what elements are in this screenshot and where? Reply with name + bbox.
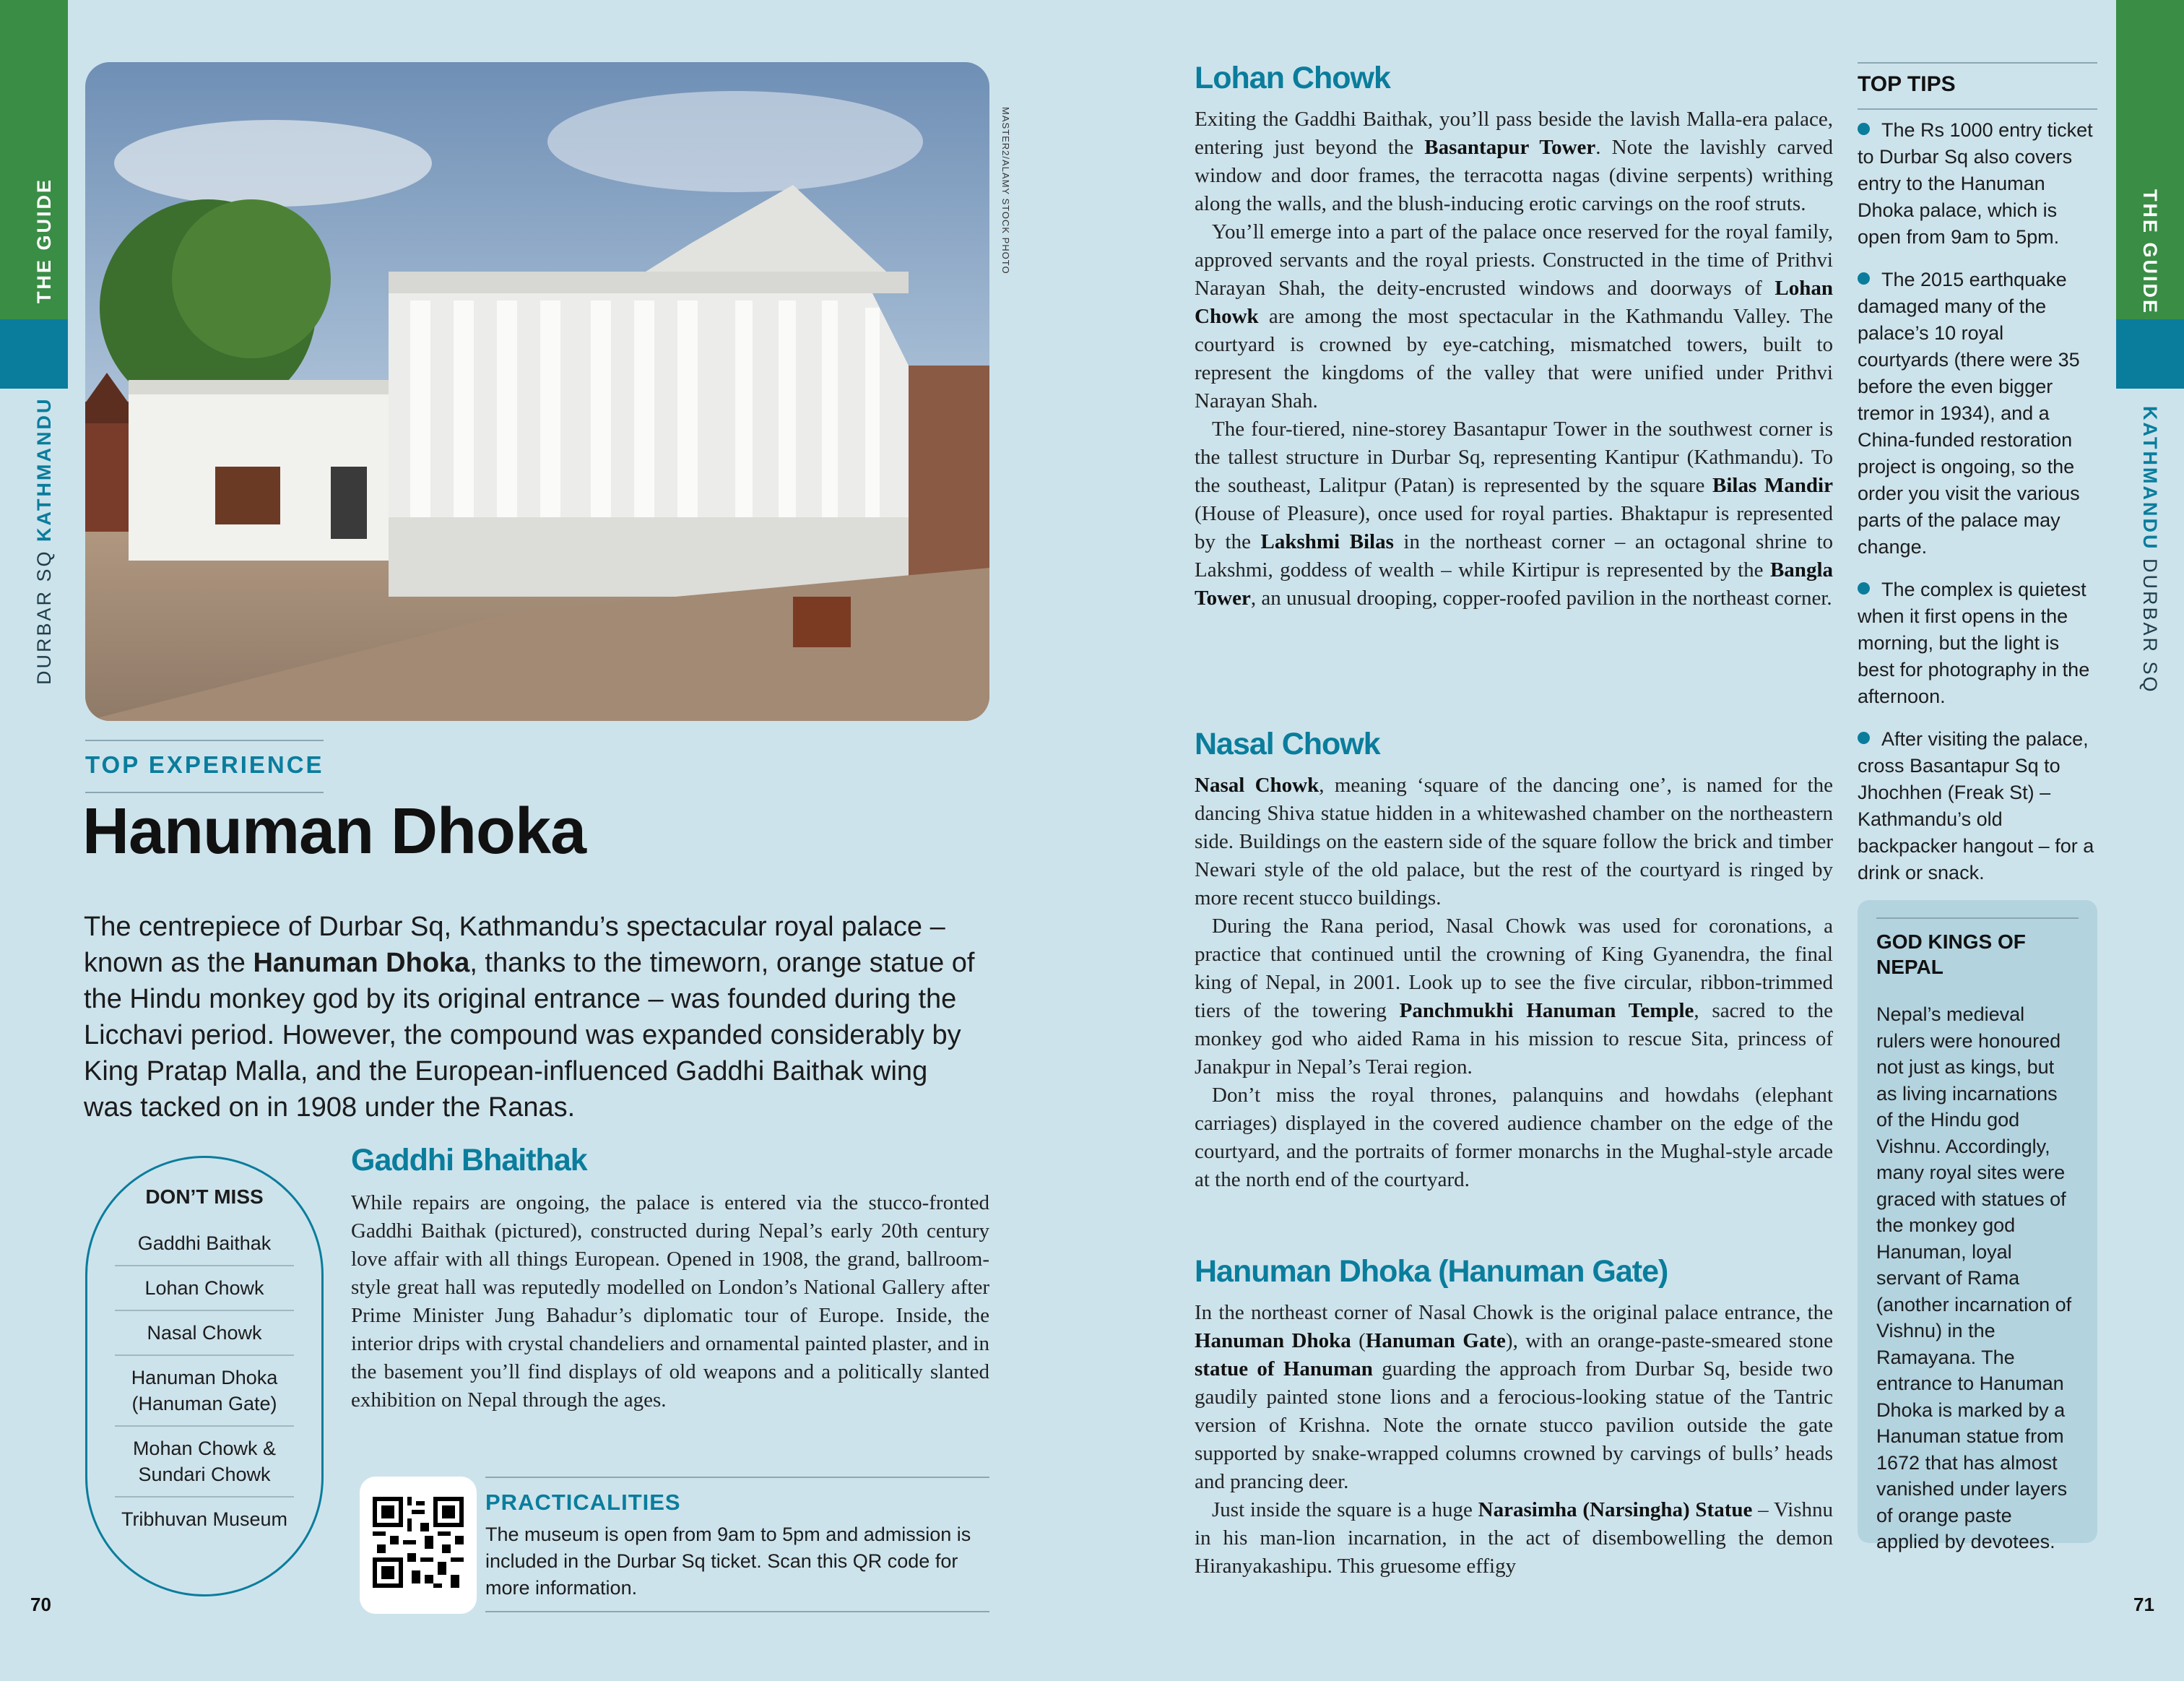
dont-miss-list — [115, 1222, 294, 1541]
top-experience-label: TOP EXPERIENCE — [85, 751, 324, 778]
right-guide-label: THE GUIDE — [2139, 189, 2161, 316]
qr-code[interactable] — [360, 1477, 477, 1614]
list-item: After visiting the palace, cross Basantapur Sq to Jhochhen (Freak St) – Kathmandu’s old backpacker hangout – for a drink or snack. — [1858, 728, 2094, 883]
intro-paragraph: The centrepiece of Durbar Sq, Kathmandu’s spectacular royal palace – known as the Hanuman Dhoka, thanks to the timeworn, orange statue of the Hindu monkey god by its original entrance – was founded during the Licchavi period. However, the compound was expanded considerably by King Pratap Malla, and the European-influenced Gaddhi Baithak wing was tacked on in 1908 under the Ranas. — [84, 912, 975, 1123]
lohan-body: Exiting the Gaddhi Baithak, you’ll pass beside the lavish Malla-era palace, entering just beyond the Basantapur Tower. Note the lavishly carved window and door frames, the terracotta nagas (divine serpents) writhing along the walls, and the blush-inducing erotic carvings on the roof struts. You’ll emerge into a part of the palace once reserved for the royal family, approved servants and the royal priests. Constructed in the time of Prithvi Narayan Shah, the deity-encrusted windows and doorways of Lohan Chowk are among the most spectacular in the Kathmandu Valley. The courtyard is crowned by eye-catching, mismatched towers, built to represent the kingdoms of the valley that were unified under Prithvi Narayan Shah. The four-tiered, nine-storey Basantapur Tower in the southwest corner is the tallest structure in Durbar Sq, representing Kantipur (Kathmandu). To the southeast, Lalitpur (Patan) is represented by the square Bilas Mandir (House of Pleasure), once used for royal parties. Bhaktapur is represented by the Lakshmi Bilas in the northeast corner – an octagonal shrine to Lakshmi, goddess of wealth – while Kirtipur is represented by the Bangla Tower, an unusual drooping, copper-roofed pavilion in the northeast corner. — [1195, 108, 1834, 610]
god-kings-title: GOD KINGS OF NEPAL — [1876, 930, 2026, 978]
tips-rule-top — [1858, 62, 2097, 64]
right-side-tab — [2116, 0, 2184, 1681]
right-section-tab[interactable] — [2116, 319, 2184, 389]
practicalities-rule-top — [485, 1477, 989, 1478]
list-item: Gaddhi Baithak — [137, 1232, 272, 1254]
dont-miss-title: DON’T MISS — [145, 1185, 264, 1208]
nasal-heading: Nasal Chowk — [1195, 727, 1380, 761]
nasal-body: Nasal Chowk, meaning ‘square of the dancing one’, is named for the dancing Shiva statue hidden in a whitewashed chamber on the northeastern side. Buildings on the eastern side of the square follow the brick and timber Newari style of the old palace, but the rest of the courtyard is ringed by more recent stucco buildings. During the Rana period, Nasal Chowk was used for coronations, a practice that continued until the crowning of King Gyanendra, the final king of Nepal, in 2001. Look up to see the five circular, ribbon-trimmed tiers of the towering Panchmukhi Hanuman Temple, sacred to the monkey god who aided Rama in his mission to rescue Sita, princess of Janakpur in Nepal’s Terai region. Don’t miss the royal thrones, palanquins and howdahs (elephant carriages) displayed in the covered audience chamber on the edge of the courtyard, and the portraits of former monarchs in the Mughal-style arcade at the north end of the courtyard. — [1195, 774, 1833, 1191]
god-kings-text: Nepal’s medieval rulers were honoured not just as kings, but as living incarnations of the Hindu god Vishnu. Accordingly, many royal sites were graced with statues of the monkey god Hanuman, loyal servant of Rama (another incarnation of Vishnu) in the Ramayana. The entrance to Hanuman Dhoka is marked by a Hanuman statue from 1672 that has almost vanished under layers of orange paste applied by devotees. — [1876, 1003, 2072, 1552]
gate-body: In the northeast corner of Nasal Chowk is the original palace entrance, the Hanuman Dhoka (Hanuman Gate), with an orange-paste-smeared stone statue of Hanuman guarding the approach from Durbar Sq, beside two gaudily painted stone lions and a ferocious-looking statue of the Tantric version of Krishna. Note the ornate stucco pavilion outside the gate supported by snake-wrapped columns crowned by carvings of bulls’ heads and prancing deer. Just inside the square is a huge Narasimha (Narsingha) Statue – Vishnu in his man-lion incarnation, in the act of disembowelling the demon Hiranyakashipu. This gruesome effigy — [1195, 1301, 1834, 1578]
kicker-rule-top — [85, 740, 324, 741]
bullet-icon — [1858, 272, 1870, 285]
photo-credit: MASTER2/ALAMY STOCK PHOTO — [1000, 107, 1011, 275]
bullet-icon — [1858, 582, 1870, 595]
list-item: Mohan Chowk & Sundari Chowk — [115, 1425, 294, 1496]
top-tips-list — [1858, 117, 2096, 902]
top-tips-title: TOP TIPS — [1858, 72, 1956, 96]
god-kings-box — [1858, 900, 2097, 1552]
gaddhi-body: While repairs are ongoing, the palace is entered via the stucco-fronted Gaddhi Baithak (pictured), constructed during Nepal’s early 20th century love affair with all things European. Opened in 1908, the grand, ballroom-style great hall was reputedly modelled on London’s National Gallery after Prime Minister Jung Bahadur’s diplomatic tour of Europe. Inside, the interior drips with crystal chandeliers and ornamental painted plaster, and in the basement you’ll find displays of old weapons and a politically slanted exhibition on Nepal through the ages. — [351, 1191, 989, 1412]
kicker-rule-bottom — [85, 792, 324, 793]
list-item: Hanuman Dhoka (Hanuman Gate) — [115, 1354, 294, 1425]
left-section-label: DURBAR SQ KATHMANDU — [33, 397, 55, 685]
list-item: The complex is quietest when it first opens in the morning, but the light is best for photography in the afternoon. — [1858, 579, 2090, 707]
qr-code-icon — [373, 1497, 464, 1588]
practicalities-rule-bottom — [485, 1611, 989, 1612]
list-item: The 2015 earthquake damaged many of the palace’s 10 royal courtyards (there were 35 before the even bigger tremor in 1934), and a China-funded restoration project is ongoing, so the order you visit the various parts of the palace may change. — [1858, 269, 2080, 558]
right-section-label: KATHMANDU DURBAR SQ — [2139, 406, 2161, 694]
left-section-tab[interactable] — [0, 319, 68, 389]
list-item: Tribhuvan Museum — [115, 1496, 294, 1541]
list-item: The Rs 1000 entry ticket to Durbar Sq also covers entry to the Hanuman Dhoka palace, which is open from 9am to 5pm. — [1858, 119, 2093, 248]
bullet-icon — [1858, 123, 1870, 135]
page-title: Hanuman Dhoka — [82, 795, 586, 868]
practicalities-title: PRACTICALITIES — [485, 1490, 681, 1515]
tips-rule-bottom — [1858, 108, 2097, 110]
bullet-icon — [1858, 732, 1870, 744]
dont-miss-box — [85, 1156, 324, 1596]
left-side-tab — [0, 0, 68, 1681]
left-guide-label: THE GUIDE — [33, 177, 55, 303]
list-item: Nasal Chowk — [115, 1310, 294, 1354]
list-item: Lohan Chowk — [115, 1265, 294, 1310]
page-number-right: 71 — [2133, 1594, 2154, 1615]
gate-heading: Hanuman Dhoka (Hanuman Gate) — [1195, 1254, 1668, 1289]
practicalities-box — [360, 1477, 989, 1614]
god-kings-rule — [1876, 917, 2079, 919]
gaddhi-heading: Gaddhi Bhaithak — [351, 1143, 587, 1177]
palace-photo — [85, 62, 989, 721]
page-number-left: 70 — [30, 1594, 51, 1615]
practicalities-text: The museum is open from 9am to 5pm and admission is included in the Durbar Sq ticket. Scan this QR code for more information. — [485, 1524, 971, 1599]
lohan-heading: Lohan Chowk — [1195, 61, 1390, 95]
